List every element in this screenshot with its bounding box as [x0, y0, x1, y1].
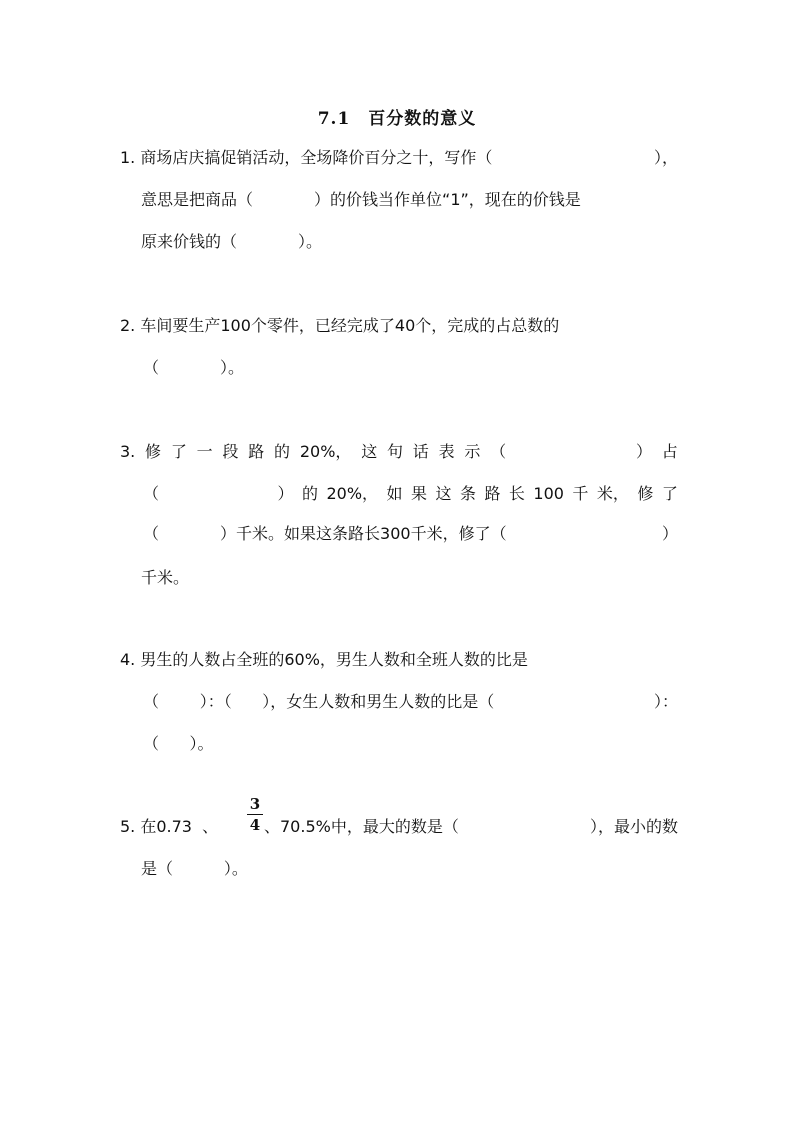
q1-line-3: 原来价钱的（ ）。 — [141, 232, 323, 251]
q1-line-2: 意思是把商品（ ）的价钱当作单位“1”，现在的价钱是 — [141, 190, 581, 209]
q1-line-1: 1. 商场店庆搞促销活动，全场降价百分之十，写作（ ）， — [120, 148, 678, 167]
q2-line-2: （ ）。 — [143, 358, 245, 377]
q2-line-1: 2. 车间要生产100个零件，已经完成了40个，完成的占总数的 — [120, 316, 560, 335]
page-title — [0, 104, 794, 129]
q4-line-1: 4. 男生的人数占全班的60%，男生人数和全班人数的比是 — [120, 650, 528, 669]
q4-line-2: （ ）：（ ），女生人数和男生人数的比是（ ）： — [143, 692, 678, 711]
fraction-three-quarters — [247, 795, 263, 834]
q5-line-1-end: 、70.5%中，最大的数是（ ），最小的数 — [264, 817, 678, 836]
q3-line-2: （ ） 的 20%， 如 果 这 条 路 长 100 千 米， 修 了 — [143, 484, 678, 503]
fraction-denominator: 4 — [249, 816, 261, 834]
fraction-numerator: 3 — [247, 795, 263, 815]
q3-line-4: 千米。 — [141, 568, 190, 587]
q3-line-1: 3. 修 了 一 段 路 的 20%， 这 句 话 表 示 （ ） 占 — [120, 442, 678, 461]
q5-line-1-start: 5. 在0.73 、 — [120, 817, 219, 836]
section-title: 百分数的意义 — [368, 109, 477, 129]
q3-line-3: （ ）千米。如果这条路长300千米，修了（ ） — [143, 524, 678, 543]
q5-line-2: 是（ ）。 — [141, 859, 248, 878]
section-number: 7.1 — [317, 109, 351, 129]
q4-line-3: （ ）。 — [143, 734, 214, 753]
